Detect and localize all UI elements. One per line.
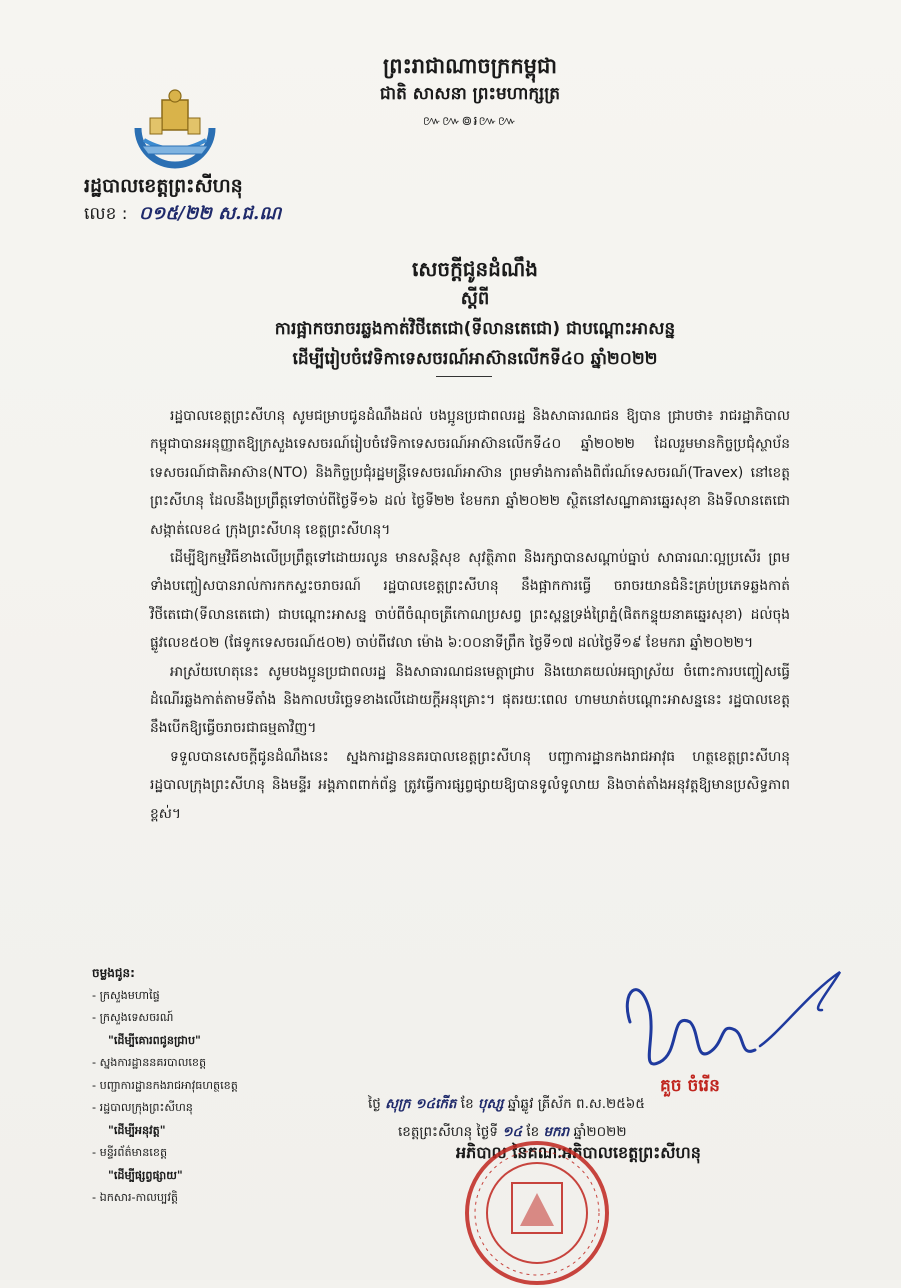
reference-number <box>84 200 281 228</box>
solar-date-prefix: ខេត្តព្រះសីហនុ ថ្ងៃទី <box>398 1124 498 1140</box>
cc-item: - រដ្ឋបាលក្រុងព្រះសីហនុ <box>92 1101 193 1114</box>
official-stamp-icon <box>452 1138 622 1288</box>
notice-title <box>200 254 750 374</box>
cc-note: "ដើម្បីផ្សព្វផ្សាយ" <box>108 1168 183 1182</box>
kingdom-heading <box>320 52 620 136</box>
lunar-month: បុស្ស <box>477 1096 504 1112</box>
cc-item: - ស្នងការដ្ឋាននគរបាលខេត្ត <box>92 1056 207 1069</box>
title-divider <box>436 376 492 377</box>
signatory-title: អភិបាល នៃគណៈអភិបាលខេត្តព្រះសីហនុ <box>456 1143 701 1162</box>
issuing-authority: រដ្ឋបាលខេត្តព្រះសីហនុ <box>84 175 243 197</box>
cc-list <box>92 962 332 1210</box>
reference-value: ០១៥/២២ ស.ជ.ណ <box>138 203 282 224</box>
cc-heading: ចម្លងជូន: <box>92 966 135 980</box>
cc-note: "ដើម្បីអនុវត្ត" <box>108 1123 166 1137</box>
motto-ornament: ៚៚៙៛៚៚ <box>422 114 518 129</box>
solar-year: ឆ្នាំ២០២២ <box>573 1124 627 1140</box>
cc-item: - ឯកសារ-កាលប្បវត្តិ <box>92 1191 178 1204</box>
solar-month: មករា <box>543 1124 570 1140</box>
kingdom-name: ព្រះរាជាណាចក្រកម្ពុជា <box>382 53 557 78</box>
lunar-date-prefix: ថ្ងៃ <box>368 1096 381 1112</box>
signer-name: គួច ចំរើន <box>660 1076 720 1096</box>
solar-day: ១៤ <box>502 1124 523 1140</box>
body-paragraph: ដើម្បីឱ្យកម្មវិធីខាងលើប្រព្រឹត្តទៅដោយរលូន មានសន្តិសុខ សុវត្ថិភាព និងរក្សាបានសណ្តាប់ធ្នាប់ សាធារណៈល្អប្រសើរ ព្រមទាំងបញ្ចៀសបានរាល់ការកកស្ទះចរាចរណ៍ រដ្ឋបាលខេត្តព្រះសីហនុ នឹងផ្អាកការធ្វើ ចរាចរយានជំនិះគ្រប់ប្រភេទឆ្លងកាត់វិថីតេជោ(ទីលានតេជោ) ជាបណ្តោះអាសន្ន ចាប់ពីចំណុចត្រីកោណប្រសព្វ ព្រះស្ពន្ទទ្រង់ព្រៃភ្នំ(ផិតកន្ទុយនាគឆ្នេរសុខា) ដល់ចុងផ្លូវលេខ៥០២ (ផែទូកទេសចរណ៍៥០២) ចាប់ពីវេលា ម៉ោង ៦:០០នាទីព្រឹក ថ្ងៃទី១៧ ដល់ថ្ងៃទី១៩ ខែមករា ឆ្នាំ២០២២។ <box>150 550 790 652</box>
national-motto: ជាតិ សាសនា ព្រះមហាក្សត្រ <box>379 84 561 104</box>
title-subject: ការផ្អាកចរាចរឆ្លងកាត់វិថីតេជោ(ទីលានតេជោ) ជាបណ្តោះអាសន្ន <box>274 319 676 339</box>
cc-item: - ក្រសួងមហាផ្ទៃ <box>92 988 160 1002</box>
solar-month-label: ខែ <box>526 1124 540 1140</box>
cc-item: - ក្រសួងទេសចរណ៍ <box>92 1011 174 1024</box>
notice-body <box>150 402 790 828</box>
cc-item: - មន្ទីរព័ត៌មានខេត្ត <box>92 1146 168 1159</box>
lunar-year: ឆ្នាំឆ្លូវ ត្រីស័ក ព.ស.២៥៦៥ <box>507 1096 645 1112</box>
title-purpose: ដើម្បីរៀបចំវេទិកាទេសចរណ៍អាស៊ានលើកទី៤០ ឆ្នាំ២០២២ <box>292 349 658 369</box>
title-notice: សេចក្តីជូនដំណឹង <box>412 257 538 281</box>
body-paragraph: អាស្រ័យហេតុនេះ សូមបងប្អូនប្រជាពលរដ្ឋ និងសាធារណជនមេត្តាជ្រាប និងយោគយល់អធ្យាស្រ័យ ចំពោះការបញ្ចៀសធ្វើដំណើរឆ្លងកាត់តាមទីតាំង និងកាលបរិច្ឆេទខាងលើដោយក្តីអនុគ្រោះ។ ផុតរយៈពេល ហាមឃាត់បណ្តោះអាសន្ននេះ រដ្ឋបាលខេត្តនឹងបើកឱ្យធ្វើចរាចរជាធម្មតាវិញ។ <box>150 663 790 737</box>
provincial-emblem-icon <box>132 88 218 170</box>
cc-item: - បញ្ជាការដ្ឋានកងរាជអាវុធហត្ថខេត្ត <box>92 1078 238 1092</box>
title-regarding: ស្តីពី <box>460 288 490 309</box>
cc-note: "ដើម្បីគោរពជូនជ្រាប" <box>108 1033 201 1047</box>
body-paragraph: រដ្ឋបាលខេត្តព្រះសីហនុ សូមជម្រាបជូនដំណឹងដល់ បងប្អូនប្រជាពលរដ្ឋ និងសាធារណជន ឱ្យបាន ជ្រាបថា៖ រាជរដ្ឋាភិបាលកម្ពុជាបានអនុញ្ញាតឱ្យក្រសួងទេសចរណ៍រៀបចំវេទិកាទេសចរណ៍អាស៊ានលើកទី៤០ ឆ្នាំ២០២២ ដែលរួមមានកិច្ចប្រជុំស្ថាប័នទេសចរណ៍ជាតិអាស៊ាន(NTO) និងកិច្ចប្រជុំរដ្ឋមន្ត្រីទេសចរណ៍អាស៊ាន ព្រមទាំងការតាំងពិព័រណ៍ទេសចរណ៍(Travex) នៅខេត្តព្រះសីហនុ ដែលនឹងប្រព្រឹត្តទៅចាប់ពីថ្ងៃទី១៦ ដល់ ថ្ងៃទី២២ ខែមករា ឆ្នាំ២០២២ ស្ថិតនៅសណ្ឋាគារឆ្នេរសុខា និងទីលានតេជោ សង្កាត់លេខ៤ ក្រុងព្រះសីហនុ ខេត្តព្រះសីហនុ។ <box>150 408 790 538</box>
reference-label: លេខ : <box>84 204 128 224</box>
lunar-day: សុក្រ ១៤កើត <box>385 1096 457 1112</box>
lunar-month-label: ខែ <box>460 1096 474 1112</box>
body-paragraph: ទទួលបានសេចក្តីជូនដំណឹងនេះ ស្នងការដ្ឋាននគរបាលខេត្តព្រះសីហនុ បញ្ជាការដ្ឋានកងរាជអាវុធ ហត្ថខេត្តព្រះសីហនុ រដ្ឋបាលក្រុងព្រះសីហនុ និងមន្ទីរ អង្គភាពពាក់ព័ន្ធ ត្រូវធ្វើការផ្សព្វផ្សាយឱ្យបានទូលំទូលាយ និងចាត់តាំងអនុវត្តឱ្យមានប្រសិទ្ធភាពខ្ពស់។ <box>150 748 790 822</box>
